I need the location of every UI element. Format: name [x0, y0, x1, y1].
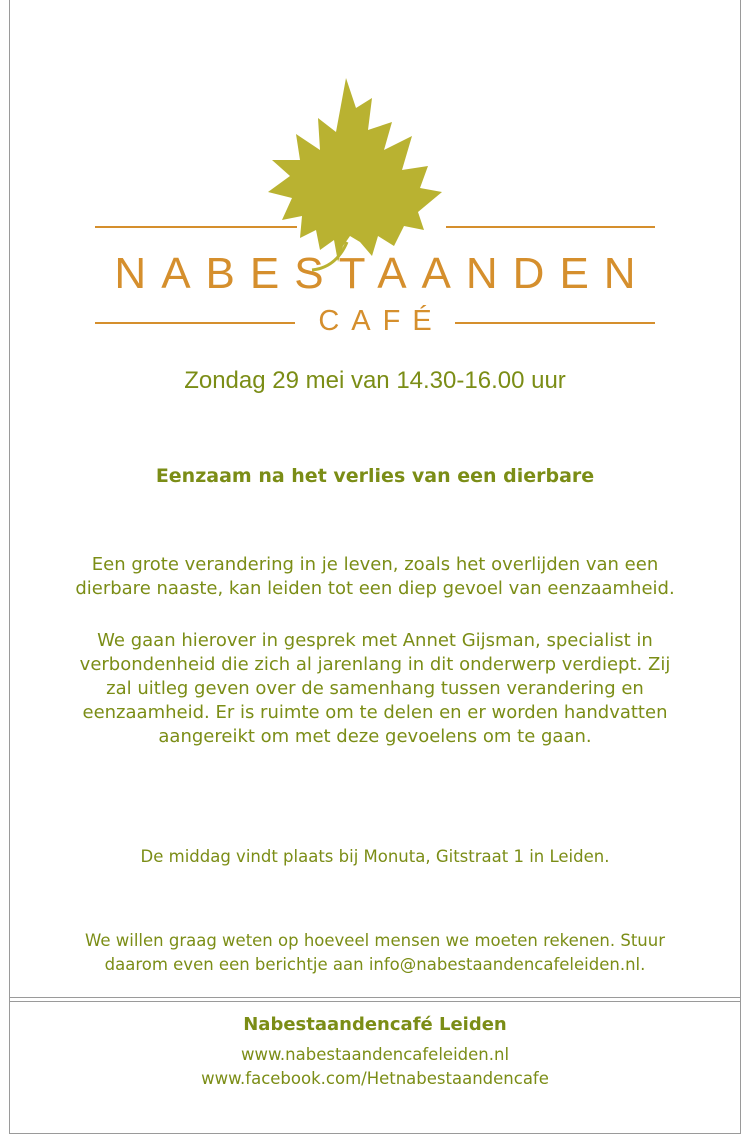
event-date: Zondag 29 mei van 14.30-16.00 uur	[184, 367, 566, 394]
text-line: We gaan hierover in gesprek met Annet Gijsman, specialist in	[97, 630, 653, 651]
text-line: zal uitleg geven over de samenhang tussen verandering en	[106, 678, 644, 699]
text-line: dierbare naaste, kan leiden tot een diep gevoel van eenzaamheid.	[75, 578, 675, 599]
footer-title: Nabestaandencafé Leiden	[243, 1014, 507, 1035]
logo-subword: CAFÉ	[318, 305, 444, 337]
logo-rule-top-right	[446, 226, 655, 228]
text-line: verbondenheid die zich al jarenlang in dit onderwerp verdiept. Zij	[79, 654, 671, 675]
text-line: Een grote verandering in je leven, zoals het overlijden van een	[91, 554, 659, 575]
logo-rule-top-left	[95, 226, 297, 228]
footer-divider-secondary	[9, 1001, 741, 1002]
text-line: We willen graag weten op hoeveel mensen we moeten rekenen. Stuur	[85, 931, 665, 950]
text-line: aangereikt om met deze gevoelens om te gaan.	[158, 726, 592, 747]
facebook-link[interactable]: www.facebook.com/Hetnabestaandencafe	[201, 1069, 549, 1088]
location-text: De middag vindt plaats bij Monuta, Gitstraat 1 in Leiden.	[140, 847, 610, 866]
event-subtitle: Eenzaam na het verlies van een dierbare	[155, 465, 595, 487]
speaker-paragraph	[0, 629, 750, 749]
website-link[interactable]: www.nabestaandencafeleiden.nl	[240, 1045, 510, 1064]
maple-leaf-icon	[0, 70, 750, 340]
footer-divider	[9, 997, 741, 998]
text-line: eenzaamheid. Er is ruimte om te delen en er worden handvatten	[82, 702, 668, 723]
intro-paragraph	[0, 553, 750, 601]
rsvp-paragraph	[0, 929, 750, 977]
text-line: daarom even een berichtje aan info@nabestaandencafeleiden.nl.	[104, 955, 646, 974]
logo-wordmark: NABESTAANDEN	[114, 249, 651, 298]
